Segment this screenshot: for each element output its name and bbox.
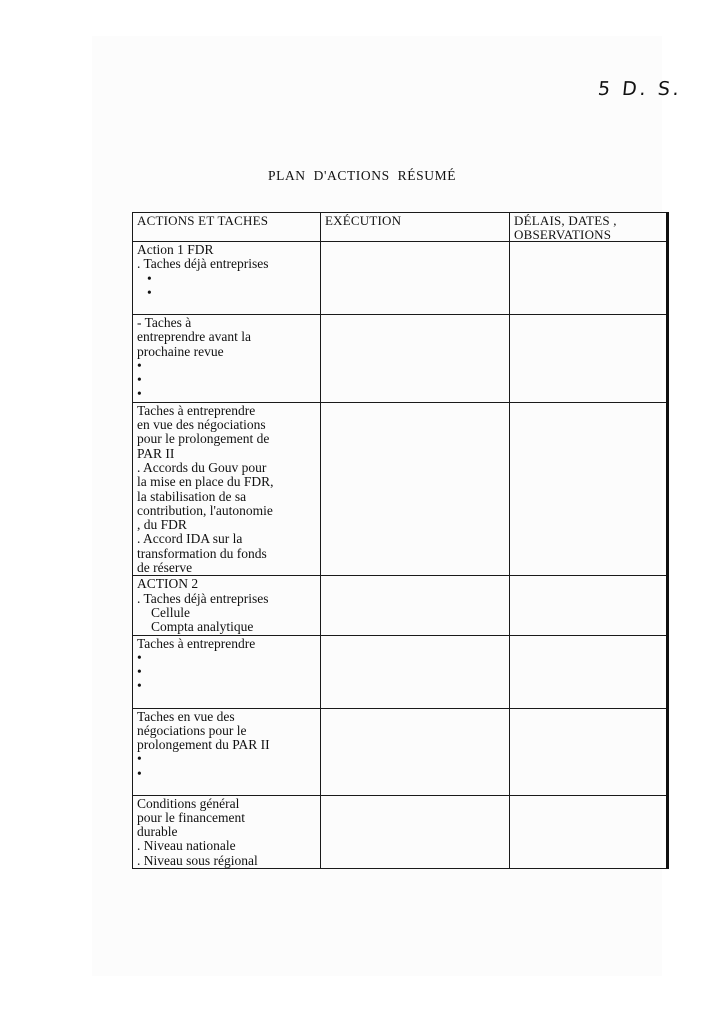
table-row bbox=[133, 708, 668, 795]
row-line: Compta analytique bbox=[151, 619, 254, 635]
header-delais-line: DÉLAIS, DATES , bbox=[514, 213, 617, 228]
row-line: . Niveau nationale bbox=[137, 838, 236, 854]
bullet: • bbox=[137, 372, 142, 388]
cell-actions bbox=[133, 402, 321, 576]
row-line: de réserve bbox=[137, 560, 193, 576]
row-line: PAR II bbox=[137, 445, 175, 461]
cell-delais bbox=[510, 795, 668, 868]
row-line: pour le financement bbox=[137, 809, 245, 825]
row-line: entreprendre avant la bbox=[137, 329, 251, 345]
row-line: . Taches déjà entreprises bbox=[137, 256, 269, 272]
row-line: . Accord IDA sur la bbox=[137, 531, 243, 547]
cell-actions bbox=[133, 315, 321, 403]
row-line: . Niveau sous régional bbox=[137, 852, 258, 868]
cell-delais bbox=[510, 242, 668, 315]
cell-delais bbox=[510, 708, 668, 795]
row-line: - Taches à bbox=[137, 315, 192, 330]
row-line: . Taches déjà entreprises bbox=[137, 590, 269, 606]
cell-actions bbox=[133, 635, 321, 708]
row-line: Taches à entreprendre bbox=[137, 402, 256, 418]
bullet: • bbox=[137, 751, 142, 767]
bullet: • bbox=[137, 386, 142, 402]
cell-actions bbox=[133, 795, 321, 868]
bullet: • bbox=[137, 357, 142, 373]
row-line: durable bbox=[137, 824, 178, 840]
table-row bbox=[133, 576, 668, 635]
cell-delais bbox=[510, 576, 668, 635]
header-actions-taches: ACTIONS ET TACHES bbox=[133, 213, 321, 242]
row-line: en vue des négociations bbox=[137, 417, 266, 433]
row-line: prochaine revue bbox=[137, 343, 224, 359]
row-line: transformation du fonds bbox=[137, 545, 267, 561]
handwritten-page-mark: 5 D. S. bbox=[596, 78, 684, 100]
cell-execution bbox=[321, 795, 510, 868]
row-line: . Accords du Gouv pour bbox=[137, 459, 267, 475]
cell-execution bbox=[321, 708, 510, 795]
header-delais-observations bbox=[510, 213, 668, 242]
row-line: pour le prolongement de bbox=[137, 431, 270, 447]
cell-delais bbox=[510, 315, 668, 403]
row-line: Taches en vue des bbox=[137, 708, 235, 724]
header-execution: EXÉCUTION bbox=[321, 213, 510, 242]
table-row bbox=[133, 795, 668, 868]
bullet: • bbox=[147, 270, 152, 286]
row-line: , du FDR bbox=[137, 517, 187, 533]
cell-execution bbox=[321, 402, 510, 576]
bullet: • bbox=[137, 649, 142, 665]
bullet: • bbox=[137, 678, 142, 694]
row-line: Cellule bbox=[151, 604, 190, 620]
action-plan-table bbox=[132, 212, 669, 869]
cell-actions bbox=[133, 576, 321, 635]
cell-actions bbox=[133, 708, 321, 795]
row-heading: Action 1 FDR bbox=[137, 242, 214, 257]
row-line: négociations pour le bbox=[137, 722, 247, 738]
bullet: • bbox=[137, 765, 142, 781]
header-observations-line: OBSERVATIONS bbox=[514, 226, 612, 242]
table-row bbox=[133, 315, 668, 403]
row-line: Taches à entreprendre bbox=[137, 635, 256, 651]
table-row bbox=[133, 242, 668, 315]
cell-actions bbox=[133, 242, 321, 315]
cell-execution bbox=[321, 315, 510, 403]
bullet: • bbox=[147, 284, 152, 300]
bullet: • bbox=[137, 664, 142, 680]
table-row bbox=[133, 402, 668, 576]
cell-execution bbox=[321, 242, 510, 315]
row-line: la stabilisation de sa bbox=[137, 488, 247, 504]
row-heading: ACTION 2 bbox=[137, 576, 199, 592]
row-line: Conditions général bbox=[137, 795, 240, 811]
cell-execution bbox=[321, 635, 510, 708]
cell-delais bbox=[510, 635, 668, 708]
row-line: contribution, l'autonomie bbox=[137, 502, 273, 518]
document-title: PLAN D'ACTIONS RÉSUMÉ bbox=[268, 168, 457, 183]
row-line: prolongement du PAR II bbox=[137, 737, 270, 753]
cell-delais bbox=[510, 402, 668, 576]
row-line: la mise en place du FDR, bbox=[137, 474, 274, 490]
table-header-row bbox=[133, 213, 668, 242]
table-row bbox=[133, 635, 668, 708]
cell-execution bbox=[321, 576, 510, 635]
